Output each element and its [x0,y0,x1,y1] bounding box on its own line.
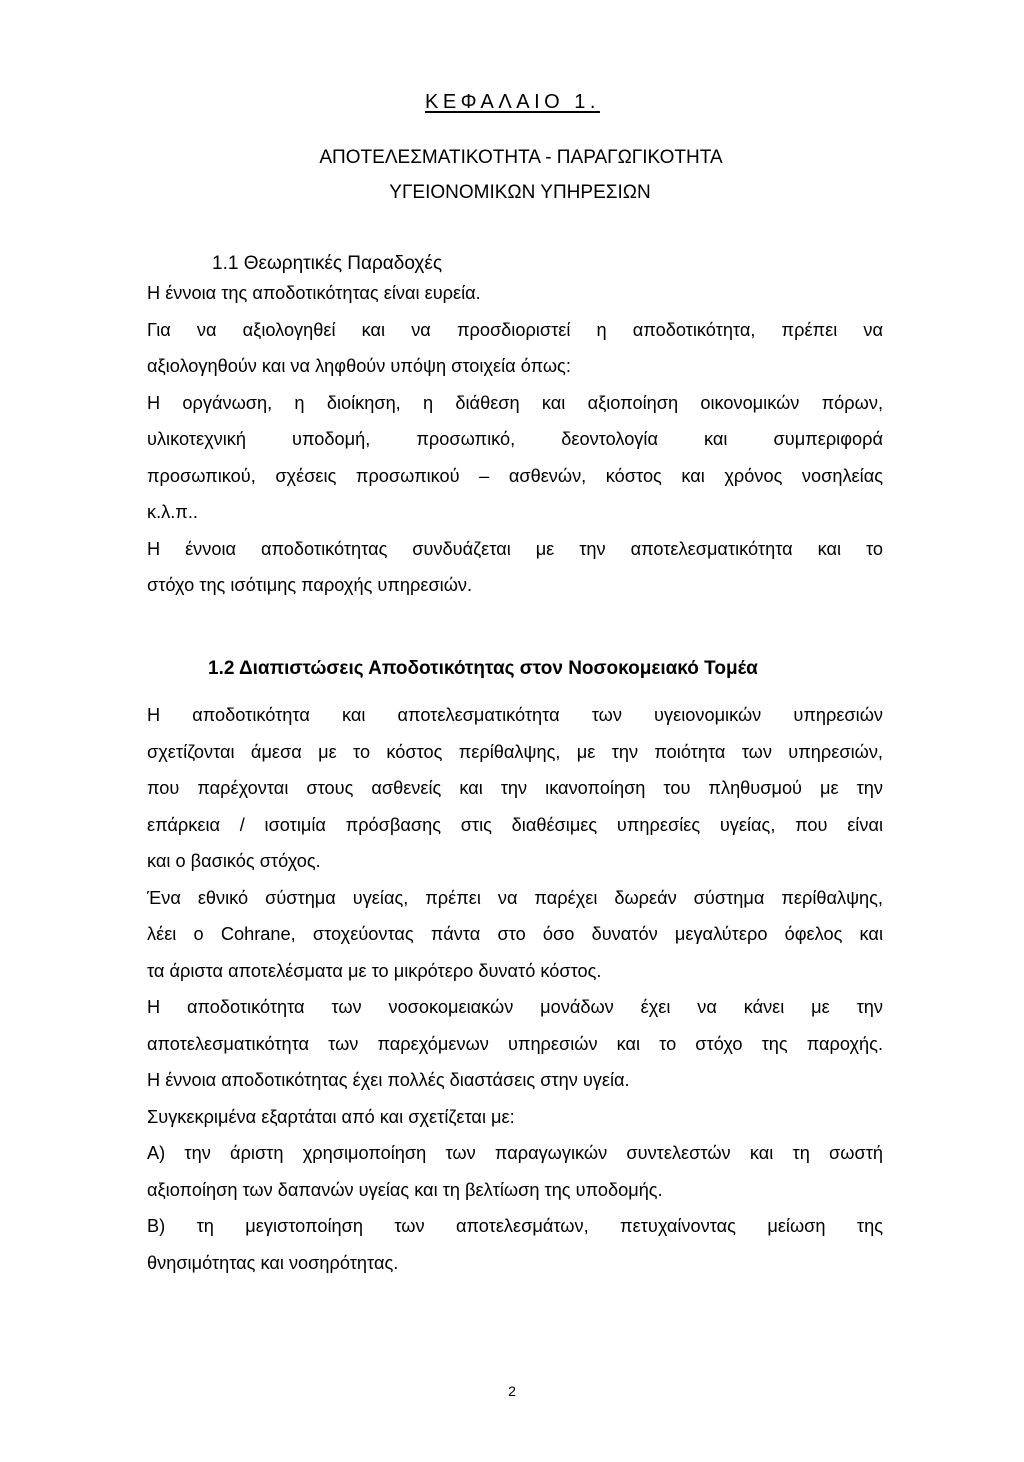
text-line: προσωπικού, σχέσεις προσωπικού – ασθενών, κόστος και χρόνος νοσηλείας [147,465,883,486]
text-line: Η αποδοτικότητα και αποτελεσματικότητα των υγειονομικών υπηρεσιών [147,705,883,725]
section-heading-1-2: 1.2 Διαπιστώσεις Αποδοτικότητας στον Νοσοκομειακό Τομέα [208,658,758,679]
text-line: Ένα εθνικό σύστημα υγείας, πρέπει να παρέχει δωρεάν σύστημα περίθαλψης, [147,887,883,908]
chapter-label: ΚΕΦΑΛΑΙΟ 1. [425,91,600,113]
text-line: υλικοτεχνική υποδομή, προσωπικό, δεοντολογία και συμπεριφορά [147,429,883,449]
text-line: Η έννοια αποδοτικότητας έχει πολλές διαστάσεις στην υγεία. [147,1070,630,1090]
text-line: θνησιμότητας και νοσηρότητας. [147,1252,399,1273]
text-line: Β) τη μεγιστοποίηση των αποτελεσμάτων, πετυχαίνοντας μείωση της [147,1216,883,1236]
section-heading-1-1: 1.1 Θεωρητικές Παραδοχές [212,253,443,274]
text-line: αξιοποίηση των δαπανών υγείας και τη βελτίωση της υποδομής. [147,1179,663,1200]
text-line: Α) την άριστη χρησιμοποίηση των παραγωγικών συντελεστών και τη σωστή [147,1143,883,1163]
chapter-title-line-1: ΑΠΟΤΕΛΕΣΜΑΤΙΚΟΤΗΤΑ - ΠΑΡΑΓΩΓΙΚΟΤΗΤΑ [319,147,723,168]
text-line: Η αποδοτικότητα των νοσοκομειακών μονάδων έχει να κάνει με την [147,997,883,1017]
text-line: σχετίζονται άμεσα με το κόστος περίθαλψης, με την ποιότητα των υπηρεσιών, [147,741,883,762]
text-line: αξιολογηθούν και να ληφθούν υπόψη στοιχεία όπως: [147,356,571,376]
text-line: λέει ο Cohrane, στοχεύοντας πάντα στο όσο δυνατόν μεγαλύτερο όφελος και [147,924,883,944]
text-line: Συγκεκριμένα εξαρτάται από και σχετίζεται με: [147,1106,515,1127]
text-line: Για να αξιολογηθεί και να προσδιοριστεί η αποδοτικότητα, πρέπει να [147,319,883,340]
text-line: κ.λ.π.. [147,502,198,522]
chapter-title-line-2: ΥΓΕΙΟΝΟΜΙΚΩΝ ΥΠΗΡΕΣΙΩΝ [389,182,651,203]
text-line: Η έννοια της αποδοτικότητας είναι ευρεία. [147,283,481,303]
section-1-1-body [147,275,883,604]
text-line: και ο βασικός στόχος. [147,851,321,871]
text-line: αποτελεσματικότητα των παρεχόμενων υπηρεσιών και το στόχο της παροχής. [147,1033,883,1054]
text-line: στόχο της ισότιμης παροχής υπηρεσιών. [147,575,473,595]
text-line: τα άριστα αποτελέσματα με το μικρότερο δυνατό κόστος. [147,960,602,981]
text-line: Η οργάνωση, η διοίκηση, η διάθεση και αξιοποίηση οικονομικών πόρων, [147,392,883,413]
text-line: επάρκεια / ισοτιμία πρόσβασης στις διαθέσιμες υπηρεσίες υγείας, που είναι [147,814,883,835]
section-1-2-body [147,697,883,1281]
page-number: 2 [508,1383,516,1399]
text-line: που παρέχονται στους ασθενείς και την ικανοποίηση του πληθυσμού με την [147,778,883,798]
text-line: Η έννοια αποδοτικότητας συνδυάζεται με την αποτελεσματικότητα και το [147,538,883,559]
